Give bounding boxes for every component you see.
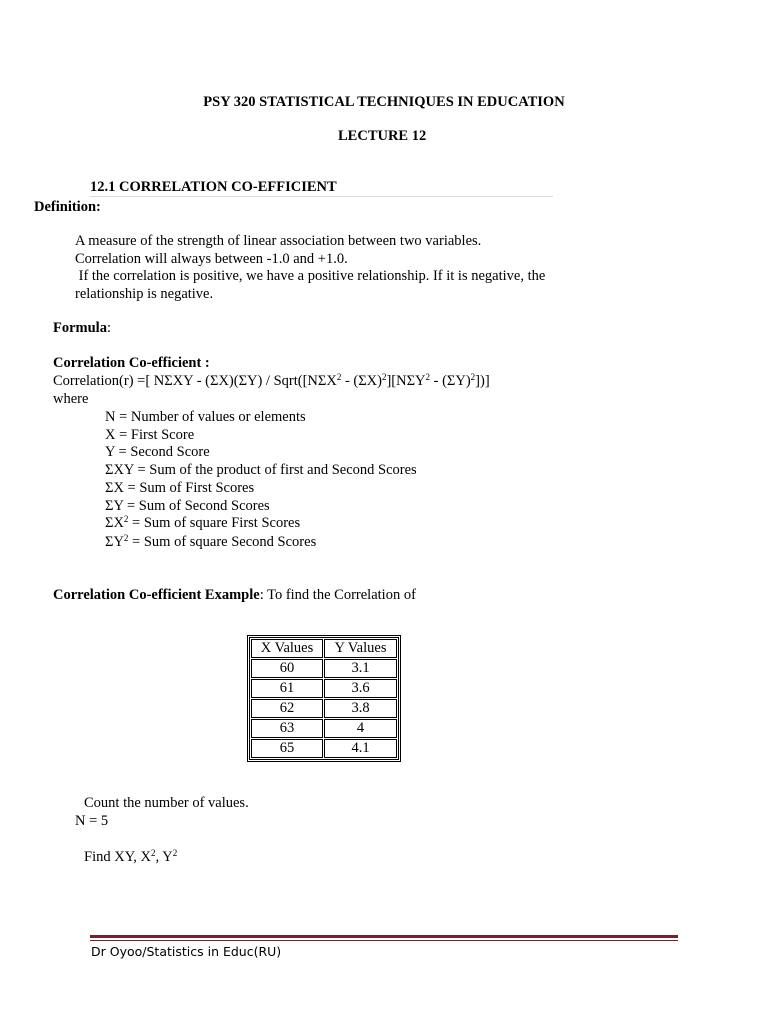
x-value: 60 [251,659,323,678]
def-sum-xy: ΣXY = Sum of the product of first and Second Scores [105,462,417,478]
footer-rule-thick [90,935,678,938]
find-superscript: 2 [151,848,156,858]
example-heading [53,587,416,604]
def-superscript: 2 [123,514,129,524]
definition-label: Definition: [34,199,101,215]
formula-superscript: 2 [470,372,476,382]
table-row [251,659,397,678]
formula-part: ][NΣY [386,373,426,389]
find-part: Find XY, X [84,849,152,865]
formula-part: - (ΣX) [341,373,382,389]
definition-line-4: relationship is negative. [75,286,214,302]
def-x: X = First Score [105,427,195,443]
y-value: 3.8 [324,699,397,718]
definition-line-1: A measure of the strength of linear association between two variables. [75,233,482,249]
where-label: where [53,391,89,407]
find-superscript: 2 [172,848,178,858]
section-heading: 12.1 CORRELATION CO-EFFICIENT [90,179,337,195]
formula-superscript: 2 [381,372,387,382]
table-row [251,699,397,718]
def-superscript: 2 [123,533,129,543]
formula-label: Formula [53,320,107,336]
def-y: Y = Second Score [105,444,210,460]
definition-line-2: Correlation will always between -1.0 and +1.0. [75,251,348,267]
course-title: PSY 320 STATISTICAL TECHNIQUES IN EDUCATION [203,94,565,110]
heading-rule [90,196,553,197]
find-part: , Y [155,849,173,865]
def-part: = Sum of square First Scores [128,515,301,531]
find-instruction [84,849,177,866]
correlation-formula [53,373,490,390]
def-n: N = Number of values or elements [105,409,306,425]
table-row [251,739,397,758]
x-value: 63 [251,719,323,738]
example-label: Correlation Co-efficient Example [53,587,260,603]
def-sum-x-squared [105,515,300,532]
coefficient-label: Correlation Co-efficient : [53,355,210,371]
y-value: 4 [324,719,397,738]
formula-colon: : [106,320,111,336]
formula-heading [53,320,111,337]
count-instruction: Count the number of values. [84,795,249,811]
def-sum-x: ΣX = Sum of First Scores [105,480,255,496]
table-row [251,679,397,698]
y-value: 3.1 [324,659,397,678]
formula-superscript: 2 [425,372,431,382]
column-header-x: X Values [251,639,323,658]
column-header-y: Y Values [324,639,397,658]
formula-part: Correlation(r) =[ NΣXY - (ΣX)(ΣY) / Sqrt([NΣX [53,373,337,389]
def-part: ΣY [105,534,124,550]
data-table [249,637,399,760]
formula-superscript: 2 [336,372,342,382]
y-value: 4.1 [324,739,397,758]
definition-line-3: If the correlation is positive, we have a positive relationship. If it is negative, the [75,268,546,284]
formula-part: ])] [475,373,490,389]
table-row [251,719,397,738]
x-value: 65 [251,739,323,758]
x-value: 61 [251,679,323,698]
footer-rule-thin [90,940,678,941]
y-value: 3.6 [324,679,397,698]
def-part: = Sum of square Second Scores [128,534,317,550]
n-value: N = 5 [75,813,109,829]
formula-part: - (ΣY) [430,373,471,389]
lecture-number: LECTURE 12 [338,128,427,144]
def-sum-y: ΣY = Sum of Second Scores [105,498,270,514]
table-header-row [251,639,397,658]
example-text: : To find the Correlation of [259,587,416,603]
x-value: 62 [251,699,323,718]
def-part: ΣX [105,515,124,531]
def-sum-y-squared [105,534,316,551]
footer-text: Dr Oyoo/Statistics in Educ(RU) [91,944,282,959]
